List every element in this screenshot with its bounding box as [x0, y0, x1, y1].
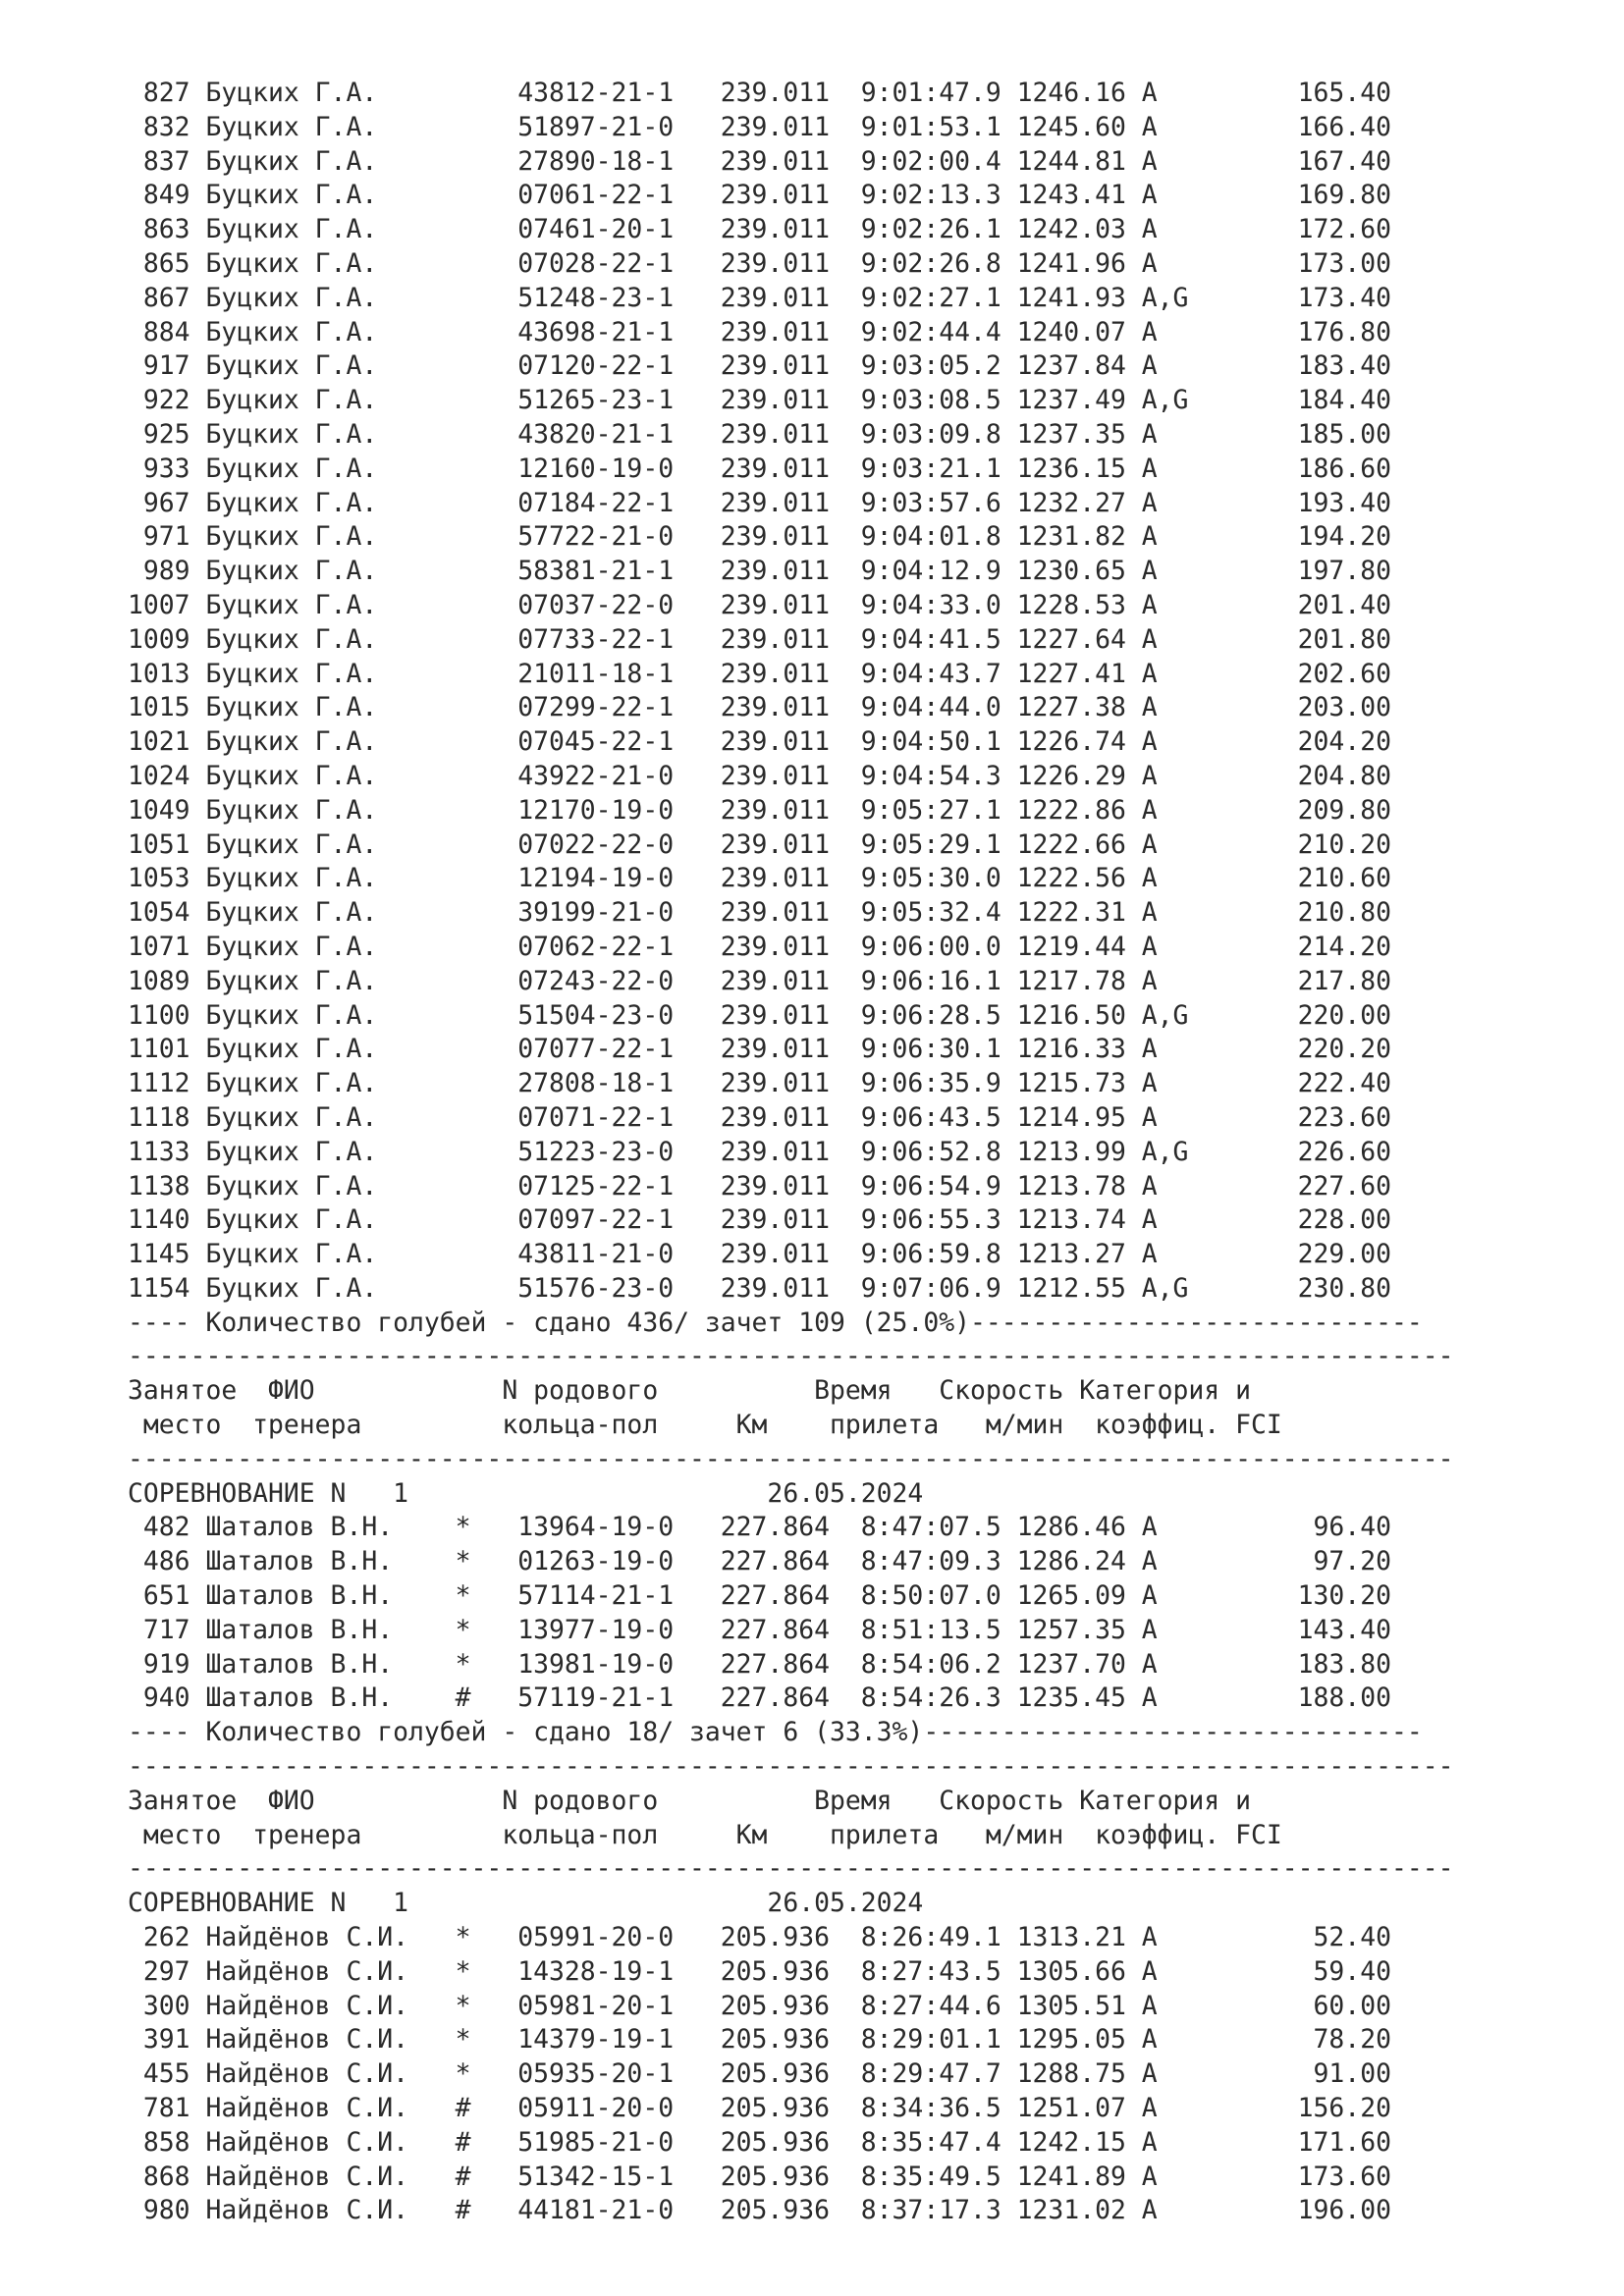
result-row: 297 Найдёнов С.И. * 14328-19-1 205.936 8:27:43.5 1305.66 A 59.40: [128, 1955, 1391, 1987]
result-row: 940 Шаталов В.Н. # 57119-21-1 227.864 8:54:26.3 1235.45 A 188.00: [128, 1682, 1391, 1714]
result-row: 865 Буцких Г.А. 07028-22-1 239.011 9:02:26.8 1241.96 A 173.00: [128, 247, 1391, 279]
result-row: 971 Буцких Г.А. 57722-21-0 239.011 9:04:01.8 1231.82 A 194.20: [128, 521, 1391, 553]
result-row: 925 Буцких Г.А. 43820-21-1 239.011 9:03:09.8 1237.35 A 185.00: [128, 418, 1391, 450]
column-header-line-1: Занятое ФИО N родового Время Скорость Категория и: [128, 1785, 1251, 1816]
section-summary: ---- Количество голубей - сдано 436/ зачет 109 (25.0%)-----------------------------: [128, 1307, 1423, 1338]
result-row: 827 Буцких Г.А. 43812-21-1 239.011 9:01:47.9 1246.16 A 165.40: [128, 78, 1391, 108]
result-row: 1054 Буцких Г.А. 39199-21-0 239.011 9:05:32.4 1222.31 A 210.80: [128, 897, 1391, 929]
column-header-line-2: место тренера кольца-пол Км прилета м/мин коэффиц. FCI: [128, 1819, 1282, 1850]
result-row: 1049 Буцких Г.А. 12170-19-0 239.011 9:05:27.1 1222.86 A 209.80: [128, 794, 1391, 826]
column-header-line-1: Занятое ФИО N родового Время Скорость Категория и: [128, 1375, 1251, 1407]
result-row: 482 Шаталов В.Н. * 13964-19-0 227.864 8:47:07.5 1286.46 A 96.40: [128, 1512, 1391, 1543]
result-row: 391 Найдёнов С.И. * 14379-19-1 205.936 8:29:01.1 1295.05 A 78.20: [128, 2024, 1391, 2056]
result-row: 300 Найдёнов С.И. * 05981-20-1 205.936 8:27:44.6 1305.51 A 60.00: [128, 1990, 1391, 2021]
result-row: 1089 Буцких Г.А. 07243-22-0 239.011 9:06:16.1 1217.78 A 217.80: [128, 965, 1391, 996]
result-row: 455 Найдёнов С.И. * 05935-20-1 205.936 8:29:47.7 1288.75 A 91.00: [128, 2058, 1391, 2090]
result-row: 1009 Буцких Г.А. 07733-22-1 239.011 9:04:41.5 1227.64 A 201.80: [128, 623, 1391, 655]
competition-title: СОРЕВНОВАНИЕ N 1 26.05.2024: [128, 1888, 924, 1919]
result-row: 884 Буцких Г.А. 43698-21-1 239.011 9:02:44.4 1240.07 A 176.80: [128, 316, 1391, 347]
result-row: 1015 Буцких Г.А. 07299-22-1 239.011 9:04:44.0 1227.38 A 203.00: [128, 692, 1391, 723]
result-row: 1051 Буцких Г.А. 07022-22-0 239.011 9:05:29.1 1222.66 A 210.20: [128, 828, 1391, 860]
result-row: 1118 Буцких Г.А. 07071-22-1 239.011 9:06:43.5 1214.95 A 223.60: [128, 1101, 1391, 1133]
result-row: 919 Шаталов В.Н. * 13981-19-0 227.864 8:54:06.2 1237.70 A 183.80: [128, 1648, 1391, 1680]
section-summary: ---- Количество голубей - сдано 18/ зачет 6 (33.3%)--------------------------------: [128, 1717, 1423, 1748]
result-row: 1100 Буцких Г.А. 51504-23-0 239.011 9:06:28.5 1216.50 A,G 220.00: [128, 999, 1391, 1031]
result-row: 980 Найдёнов С.И. # 44181-21-0 205.936 8:37:17.3 1231.02 A 196.00: [128, 2195, 1391, 2226]
result-row: 858 Найдёнов С.И. # 51985-21-0 205.936 8:35:47.4 1242.15 A 171.60: [128, 2126, 1391, 2158]
result-row: 849 Буцких Г.А. 07061-22-1 239.011 9:02:13.3 1243.41 A 169.80: [128, 180, 1391, 211]
result-row: 933 Буцких Г.А. 12160-19-0 239.011 9:03:21.1 1236.15 A 186.60: [128, 453, 1391, 484]
result-row: 1133 Буцких Г.А. 51223-23-0 239.011 9:06:52.8 1213.99 A,G 226.60: [128, 1136, 1391, 1167]
result-row: 837 Буцких Г.А. 27890-18-1 239.011 9:02:00.4 1244.81 A 167.40: [128, 145, 1391, 177]
result-row: 1071 Буцких Г.А. 07062-22-1 239.011 9:06:00.0 1219.44 A 214.20: [128, 931, 1391, 962]
result-row: 1138 Буцких Г.А. 07125-22-1 239.011 9:06:54.9 1213.78 A 227.60: [128, 1170, 1391, 1201]
separator-line: -------------------------------------------------------------------------------------: [128, 1341, 1454, 1372]
result-row: 868 Найдёнов С.И. # 51342-15-1 205.936 8:35:49.5 1241.89 A 173.60: [128, 2161, 1391, 2192]
result-row: 262 Найдёнов С.И. * 05991-20-0 205.936 8:26:49.1 1313.21 A 52.40: [128, 1922, 1391, 1953]
result-row: 1024 Буцких Г.А. 43922-21-0 239.011 9:04:54.3 1226.29 A 204.80: [128, 760, 1391, 791]
separator-line: -------------------------------------------------------------------------------------: [128, 1443, 1454, 1474]
result-row: 967 Буцких Г.А. 07184-22-1 239.011 9:03:57.6 1232.27 A 193.40: [128, 487, 1391, 518]
separator-line: -------------------------------------------------------------------------------------: [128, 1751, 1454, 1783]
result-row: 717 Шаталов В.Н. * 13977-19-0 227.864 8:51:13.5 1257.35 A 143.40: [128, 1614, 1391, 1645]
competition-title: СОРЕВНОВАНИЕ N 1 26.05.2024: [128, 1477, 924, 1509]
result-row: 832 Буцких Г.А. 51897-21-0 239.011 9:01:53.1 1245.60 A 166.40: [128, 111, 1391, 142]
result-row: 651 Шаталов В.Н. * 57114-21-1 227.864 8:50:07.0 1265.09 A 130.20: [128, 1580, 1391, 1612]
result-row: 486 Шаталов В.Н. * 01263-19-0 227.864 8:47:09.3 1286.24 A 97.20: [128, 1546, 1391, 1577]
result-row: 1154 Буцких Г.А. 51576-23-0 239.011 9:07:06.9 1212.55 A,G 230.80: [128, 1272, 1391, 1304]
result-row: 863 Буцких Г.А. 07461-20-1 239.011 9:02:26.1 1242.03 A 172.60: [128, 214, 1391, 245]
result-row: 1112 Буцких Г.А. 27808-18-1 239.011 9:06:35.9 1215.73 A 222.40: [128, 1068, 1391, 1099]
result-row: 989 Буцких Г.А. 58381-21-1 239.011 9:04:12.9 1230.65 A 197.80: [128, 556, 1391, 587]
result-row: 922 Буцких Г.А. 51265-23-1 239.011 9:03:08.5 1237.49 A,G 184.40: [128, 385, 1391, 416]
result-row: 1021 Буцких Г.А. 07045-22-1 239.011 9:04:50.1 1226.74 A 204.20: [128, 726, 1391, 758]
result-row: 1145 Буцких Г.А. 43811-21-0 239.011 9:06:59.8 1213.27 A 229.00: [128, 1239, 1391, 1270]
result-row: 1140 Буцких Г.А. 07097-22-1 239.011 9:06:55.3 1213.74 A 228.00: [128, 1204, 1391, 1236]
column-header-line-2: место тренера кольца-пол Км прилета м/мин коэффиц. FCI: [128, 1410, 1282, 1441]
result-row: 1007 Буцких Г.А. 07037-22-0 239.011 9:04:33.0 1228.53 A 201.40: [128, 589, 1391, 620]
result-row: 1013 Буцких Г.А. 21011-18-1 239.011 9:04:43.7 1227.41 A 202.60: [128, 658, 1391, 689]
result-row: 1101 Буцких Г.А. 07077-22-1 239.011 9:06:30.1 1216.33 A 220.20: [128, 1034, 1391, 1065]
result-row: 917 Буцких Г.А. 07120-22-1 239.011 9:03:05.2 1237.84 A 183.40: [128, 350, 1391, 382]
result-row: 1053 Буцких Г.А. 12194-19-0 239.011 9:05:30.0 1222.56 A 210.60: [128, 863, 1391, 894]
results-report: [128, 77, 1600, 2228]
result-row: 867 Буцких Г.А. 51248-23-1 239.011 9:02:27.1 1241.93 A,G 173.40: [128, 282, 1391, 313]
result-row: 781 Найдёнов С.И. # 05911-20-0 205.936 8:34:36.5 1251.07 A 156.20: [128, 2093, 1391, 2124]
separator-line: -------------------------------------------------------------------------------------: [128, 1853, 1454, 1885]
